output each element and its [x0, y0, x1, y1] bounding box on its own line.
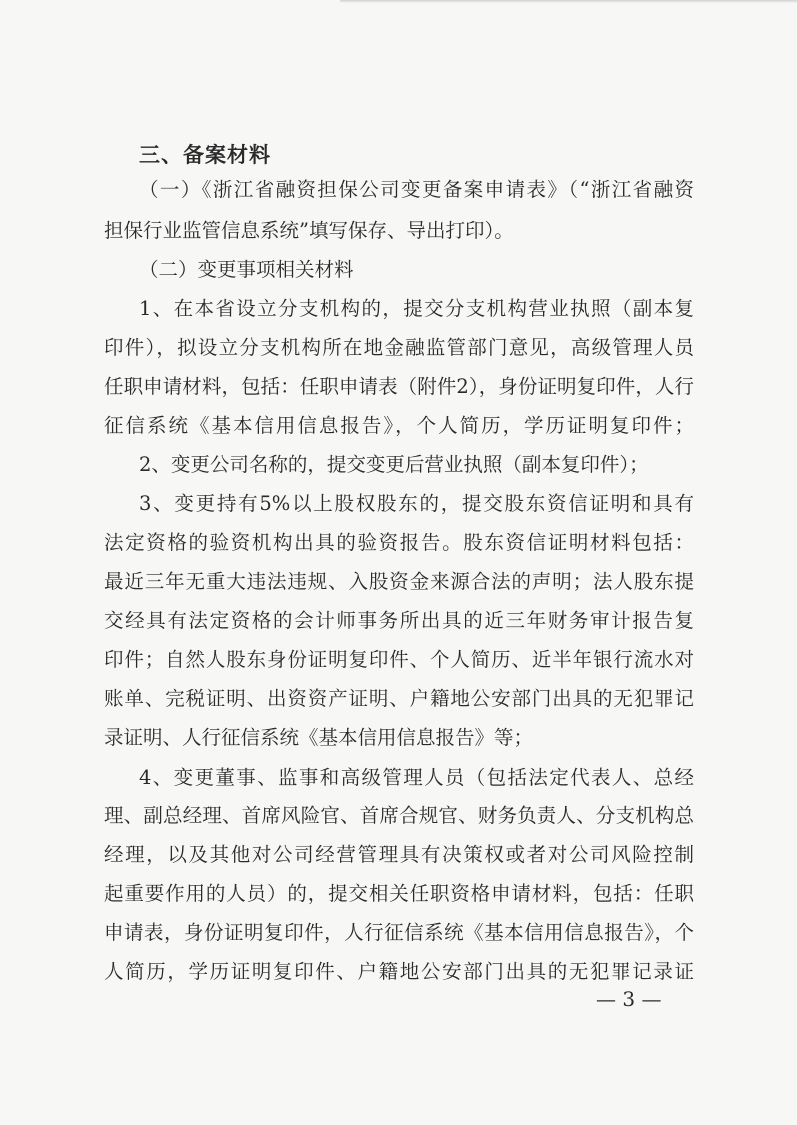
text-line: 经理，以及其他对公司经营管理具有决策权或者对公司风险控制: [104, 843, 694, 866]
text-line: 录证明、人行征信系统《基本信用信息报告》等；: [104, 726, 534, 749]
text-line: 人简历，学历证明复印件、户籍地公安部门出具的无犯罪记录证: [104, 960, 694, 983]
text-line: （一）《浙江省融资担保公司变更备案申请表》（“浙江省融资: [139, 178, 694, 201]
text-line: 4、变更董事、监事和高级管理人员（包括法定代表人、总经: [139, 766, 694, 789]
text-line: 理、副总经理、首席风险官、首席合规官、财务负责人、分支机构总: [104, 804, 694, 827]
page-number: — 3 —: [596, 987, 662, 1011]
text-line: 1、在本省设立分支机构的，提交分支机构营业执照（副本复: [139, 297, 694, 320]
text-line: 最近三年无重大违法违规、入股资金来源合法的声明；法人股东提: [104, 570, 694, 593]
text-line: 交经具有法定资格的会计师事务所出具的近三年财务审计报告复: [104, 609, 694, 632]
text-line: 账单、完税证明、出资资产证明、户籍地公安部门出具的无犯罪记: [104, 687, 694, 710]
text-line: 起重要作用的人员）的，提交相关任职资格申请材料，包括：任职: [104, 882, 694, 905]
scan-edge-shadow: [340, 0, 797, 3]
text-line: 法定资格的验资机构出具的验资报告。股东资信证明材料包括：: [104, 531, 694, 554]
text-line: 担保行业监管信息系统”填写保存、导出打印）。: [104, 219, 514, 242]
text-line: 任职申请材料，包括：任职申请表（附件2），身份证明复印件，人行: [104, 375, 694, 398]
text-line: 2、变更公司名称的，提交变更后营业执照（副本复印件）；: [139, 453, 649, 476]
text-line: 申请表，身份证明复印件，人行征信系统《基本信用信息报告》，个: [104, 921, 694, 944]
text-line: 印件；自然人股东身份证明复印件、个人简历、近半年银行流水对: [104, 648, 694, 671]
section-heading: 三、备案材料: [139, 142, 271, 167]
text-line: 征信系统《基本信用信息报告》，个人简历，学历证明复印件；: [104, 414, 694, 437]
text-line: 3、变更持有5%以上股权股东的，提交股东资信证明和具有: [139, 492, 694, 515]
text-line: （二）变更事项相关材料: [139, 258, 354, 281]
text-line: 印件），拟设立分支机构所在地金融监管部门意见，高级管理人员: [104, 336, 694, 359]
